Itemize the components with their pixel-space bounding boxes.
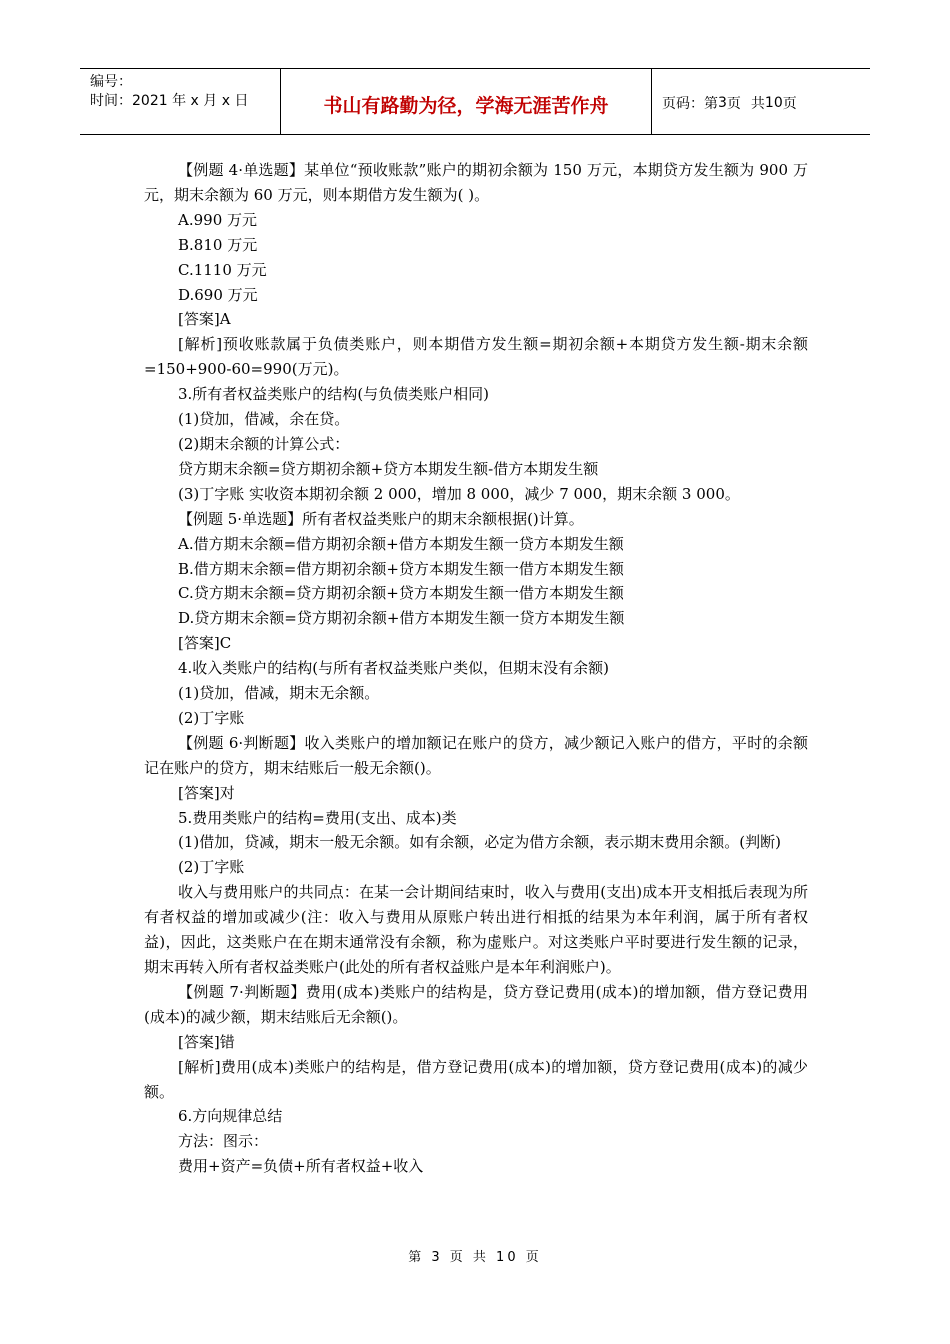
paragraph: (1)贷加，借减，期末无余额。 — [178, 684, 380, 703]
paragraph: 5.费用类账户的结构=费用(支出、成本)类 — [178, 808, 457, 827]
paragraph: A.借方期末余额=借方期初余额+借方本期发生额一贷方本期发生额 — [178, 534, 624, 553]
paragraph: (2)期末余额的计算公式： — [178, 434, 350, 453]
paragraph: C.贷方期末余额=贷方期初余额+贷方本期发生额一借方本期发生额 — [178, 584, 624, 603]
page-end: 页 — [782, 95, 797, 112]
paragraph: 收入与费用账户的共同点：在某一会计期间结束时，收入与费用(支出)成本开支相抵后表现为所有者权益的增加或减少(注：收入与费用从原账户转出进行相抵的结果为本年利润，属于所有者权益)，因此，这类账户在在期末通常没有余额，称为虚账户。对这类账户平时要进行发生额的记录，期末再转入所有者权益类账户(此处的所有者权益账户是本年利润账户)。 — [144, 883, 808, 976]
page-current: 3 — [718, 94, 727, 111]
paragraph: (2)丁字账 — [178, 858, 245, 877]
paragraph: 【例题 6·判断题】收入类账户的增加额记在账户的贷方，减少额记入账户的借方，平时的余额记在账户的贷方，期末结账后一般无余额()。 — [144, 733, 808, 777]
paragraph: 【例题 7·判断题】费用(成本)类账户的结构是，贷方登记费用(成本)的增加额，借方登记费用(成本)的减少额，期末结账后无余额()。 — [144, 982, 808, 1026]
paragraph: (1)贷加，借减，余在贷。 — [178, 410, 350, 429]
paragraph: [答案]错 — [178, 1032, 235, 1051]
paragraph: 费用+资产=负债+所有者权益+收入 — [178, 1157, 424, 1176]
paragraph: [解析]费用(成本)类账户的结构是，借方登记费用(成本)的增加额，贷方登记费用(成本)的减少额。 — [144, 1057, 808, 1101]
paragraph: 方法：图示： — [178, 1132, 269, 1151]
paragraph: 4.收入类账户的结构(与所有者权益类账户类似，但期末没有余额) — [178, 659, 610, 678]
paragraph: [答案]A — [178, 310, 231, 329]
page-mid: 页 — [726, 95, 741, 112]
page-label: 页码：第 — [662, 95, 718, 112]
page-footer: 第 3 页 共 10 页 — [408, 1250, 542, 1265]
paragraph: D.贷方期末余额=贷方期初余额+借方本期发生额一贷方本期发生额 — [178, 609, 625, 628]
paragraph: [答案]C — [178, 634, 232, 653]
paragraph: 贷方期末余额=贷方期初余额+贷方本期发生额-借方本期发生额 — [178, 459, 599, 478]
header-meta — [80, 69, 281, 134]
paragraph: 【例题 4·单选题】某单位“预收账款”账户的期初余额为 150 万元，本期贷方发生额为 900 万元，期末余额为 60 万元，则本期借方发生额为( )。 — [144, 161, 808, 204]
header-motto: 书山有路勤为径，学海无涯苦作舟 — [281, 69, 652, 134]
number-label: 编号： — [90, 74, 132, 90]
paragraph: (2)丁字账 — [178, 708, 245, 727]
paragraph: B.借方期末余额=借方期初余额+贷方本期发生额一借方本期发生额 — [178, 559, 624, 578]
paragraph: C.1110 万元 — [178, 260, 267, 279]
page-total-label: 共 — [750, 95, 765, 112]
paragraph: 6.方向规律总结 — [178, 1107, 283, 1126]
paragraph: 【例题 5·单选题】所有者权益类账户的期末余额根据()计算。 — [178, 509, 584, 528]
paragraph: B.810 万元 — [178, 235, 258, 254]
paragraph: (3)丁字账 实收资本期初余额 2 000，增加 8 000，减少 7 000，期末余额 3 000。 — [178, 484, 740, 503]
paragraph: D.690 万元 — [178, 285, 258, 304]
page-header — [80, 68, 870, 135]
paragraph: [解析]预收账款属于负债类账户，则本期借方发生额=期初余额+本期贷方发生额-期末余额=150+900-60=990(万元)。 — [144, 335, 808, 379]
header-page-info — [652, 69, 870, 134]
time-label: 时间：2021 年 x 月 x 日 — [90, 93, 249, 109]
document-body — [144, 158, 808, 1179]
page-total: 10 — [764, 94, 783, 111]
paragraph: 3.所有者权益类账户的结构(与负债类账户相同) — [178, 385, 490, 404]
paragraph: (1)借加，贷减，期末一般无余额。如有余额，必定为借方余额，表示期末费用余额。(判断) — [178, 833, 781, 852]
paragraph: [答案]对 — [178, 783, 235, 802]
paragraph: A.990 万元 — [178, 210, 257, 229]
